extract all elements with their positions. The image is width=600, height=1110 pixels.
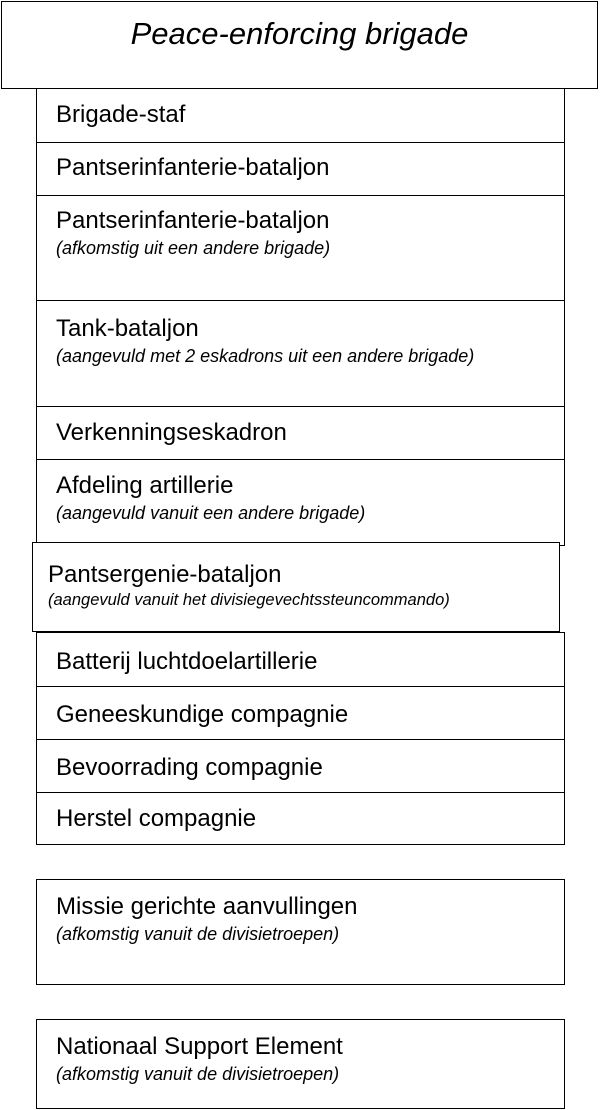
unit-pantserinfanterie-1: [37, 142, 564, 195]
unit-note: (afkomstig uit een andere brigade): [56, 238, 331, 258]
unit-missie-aanvullingen: [36, 879, 565, 985]
unit-label: Tank-bataljon: [56, 315, 199, 342]
unit-label: Pantserinfanterie-bataljon: [56, 154, 330, 181]
unit-label: Herstel compagnie: [56, 805, 257, 832]
unit-group-support: [36, 632, 565, 845]
unit-afdeling-artillerie: [37, 459, 564, 547]
unit-herstel-compagnie: [37, 792, 564, 846]
unit-label: Geneeskundige compagnie: [56, 701, 349, 728]
unit-note: (aangevuld vanuit het divisiegevechtssteuncommando): [48, 591, 450, 609]
unit-group-main: [36, 88, 565, 546]
unit-geneeskundige-compagnie: [37, 686, 564, 739]
unit-brigade-staf: [37, 89, 564, 142]
unit-label: Pantsergenie-bataljon: [48, 561, 282, 588]
unit-label: Afdeling artillerie: [56, 472, 234, 499]
unit-bevoorrading-compagnie: [37, 739, 564, 792]
unit-label: Verkenningseskadron: [56, 419, 287, 446]
unit-nationaal-support-element: [36, 1019, 565, 1109]
unit-verkenningseskadron: [37, 406, 564, 459]
unit-tank-bataljon: [37, 300, 564, 406]
unit-note: (aangevuld met 2 eskadrons uit een andere brigade): [56, 346, 475, 366]
unit-pantsergenie-bataljon: [32, 542, 560, 632]
brigade-title-box: [1, 1, 598, 89]
unit-note: (afkomstig vanuit de divisietroepen): [56, 1064, 340, 1084]
unit-label: Brigade-staf: [56, 101, 186, 128]
brigade-title: Peace-enforcing brigade: [130, 16, 469, 51]
unit-batterij-luchtdoelartillerie: [37, 633, 564, 686]
unit-label: Nationaal Support Element: [56, 1033, 343, 1060]
unit-pantserinfanterie-2: [37, 195, 564, 300]
unit-label: Batterij luchtdoelartillerie: [56, 648, 318, 675]
unit-label: Pantserinfanterie-bataljon: [56, 207, 330, 234]
unit-label: Bevoorrading compagnie: [56, 754, 323, 781]
unit-note: (aangevuld vanuit een andere brigade): [56, 503, 366, 523]
unit-label: Missie gerichte aanvullingen: [56, 893, 358, 920]
unit-note: (afkomstig vanuit de divisietroepen): [56, 924, 340, 944]
